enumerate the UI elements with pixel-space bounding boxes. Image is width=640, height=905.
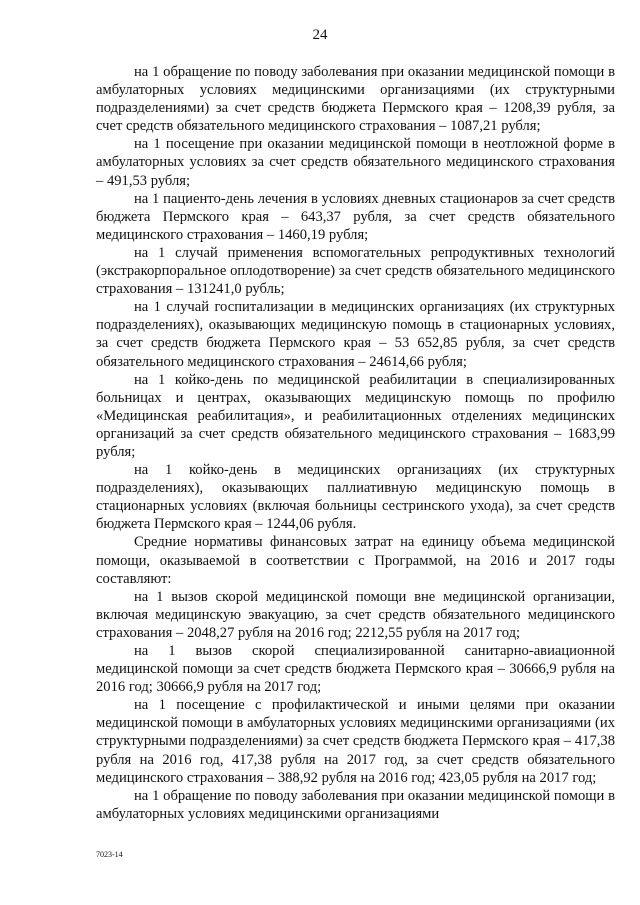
page-number: 24 — [312, 27, 328, 43]
paragraph: на 1 посещение при оказании медицинской помощи в неотложной форме в амбулаторных условиях за счет средств обязательного медицинского страхования – 491,53 рубля; — [96, 136, 615, 189]
paragraph: на 1 вызов скорой медицинской помощи вне медицинской организации, включая медицинскую эвакуацию, за счет средств обязательного медицинского страхования – 2048,27 рубля на 2016 год; 2212,55 рубля на 2017 год; — [96, 588, 615, 641]
document-code: 7023-14 — [96, 850, 123, 859]
paragraph: на 1 обращение по поводу заболевания при оказании медицинской помощи в амбулаторных условиях медицинскими организациями (их структурными подразделениями) за счет средств бюджета Пермского края – 1208,39 рубля, за счет средств обязательного медицинского страхования – 1087,21 рубля; — [96, 64, 615, 135]
paragraph: на 1 койко-день по медицинской реабилитации в специализированных больницах и центрах, оказывающих медицинскую помощь по профилю «Медицинская реабилитация», и реабилитационных отделениях медицинских организаций за счет средств обязательного медицинского страхования – 1683,99 рубля; — [96, 371, 615, 460]
paragraph: на 1 посещение с профилактической и иными целями при оказании медицинской помощи в амбулаторных условиях медицинскими организациями (их структурными подразделениями) за счет средств бюджета Пермского края – 417,38 рубля на 2016 год, 417,38 рубля на 2017 год, за счет средств обязательного медицинского страхования – 388,92 рубля на 2016 год; 423,05 рубля на 2017 год; — [96, 697, 615, 786]
paragraph: на 1 случай госпитализации в медицинских организациях (их структурных подразделениях), оказывающих медицинскую помощь в стационарных условиях, за счет средств бюджета Пермского края – 53 652,85 рубля, за счет средств обязательного медицинского страхования – 24614,66 рубля; — [96, 299, 615, 370]
paragraph: на 1 обращение по поводу заболевания при оказании медицинской помощи в амбулаторных условиях медицинскими организациями — [96, 787, 615, 822]
paragraph: на 1 койко-день в медицинских организациях (их структурных подразделениях), оказывающих паллиативную медицинскую помощь в стационарных условиях (включая больницы сестринского ухода), за счет средств бюджета Пермского края – 1244,06 рубля. — [96, 462, 615, 533]
paragraph: на 1 пациенто-день лечения в условиях дневных стационаров за счет средств бюджета Пермского края – 643,37 рубля, за счет средств обязательного медицинского страхования – 1460,19 рубля; — [96, 190, 615, 243]
paragraph: на 1 случай применения вспомогательных репродуктивных технологий (экстракорпоральное оплодотворение) за счет средств обязательного медицинского страхования – 131241,0 рубль; — [96, 244, 615, 298]
paragraph: на 1 вызов скорой специализированной санитарно-авиационной медицинской помощи за счет средств бюджета Пермского края – 30666,9 рубля на 2016 год; 30666,9 рубля на 2017 год; — [96, 643, 615, 696]
document-body — [96, 63, 615, 823]
paragraph: Средние нормативы финансовых затрат на единицу объема медицинской помощи, оказываемой в соответствии с Программой, на 2016 и 2017 годы составляют: — [96, 534, 615, 587]
